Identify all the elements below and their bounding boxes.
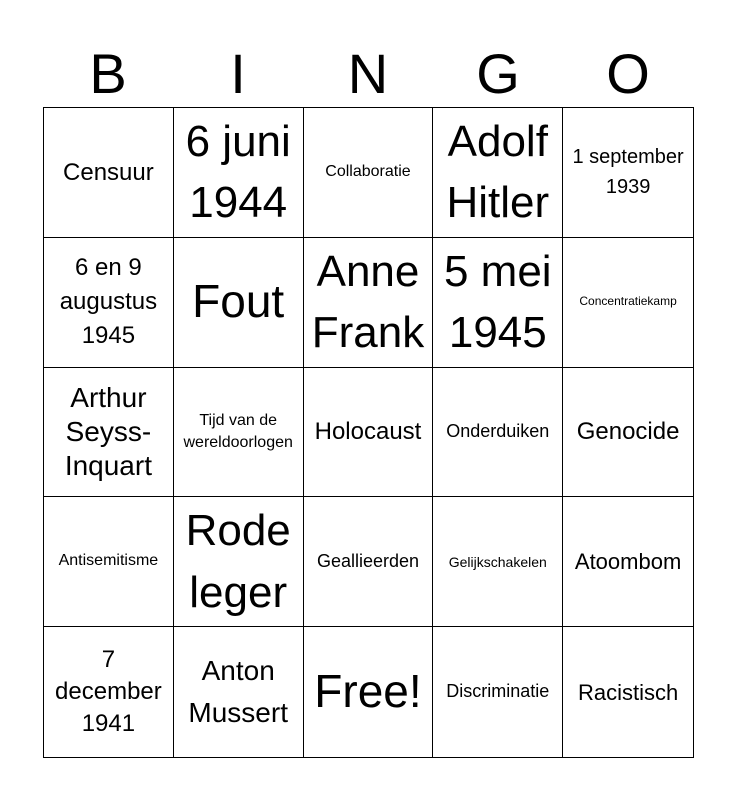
cell-label: Anne Frank <box>311 246 425 358</box>
cell-label: Adolf Hitler <box>446 116 550 228</box>
bingo-cell[interactable] <box>44 108 174 238</box>
bingo-cell[interactable] <box>433 627 563 757</box>
bingo-header <box>43 40 693 108</box>
header-letter-o: O <box>606 42 650 105</box>
cell-label: Gelijkschakelen <box>448 553 547 570</box>
cell-label: Fout <box>192 275 285 328</box>
bingo-cell[interactable] <box>304 497 434 627</box>
cell-label: Concentratiekamp <box>579 294 677 309</box>
header-letter-n: N <box>347 42 389 105</box>
cell-label: Atoombom <box>574 549 682 575</box>
bingo-cell[interactable] <box>44 627 174 757</box>
bingo-cell[interactable] <box>433 108 563 238</box>
cell-label: Antisemitisme <box>58 552 159 570</box>
bingo-board <box>43 107 694 758</box>
bingo-cell[interactable] <box>174 627 304 757</box>
cell-label: Collaboratie <box>325 163 411 180</box>
bingo-cell[interactable] <box>433 497 563 627</box>
cell-label: Onderduiken <box>446 421 550 442</box>
bingo-cell[interactable] <box>433 238 563 368</box>
bingo-cell[interactable] <box>44 497 174 627</box>
cell-label: Genocide <box>576 418 680 446</box>
bingo-cell[interactable] <box>563 238 693 368</box>
header-letter-g: G <box>476 42 520 105</box>
cell-label: Censuur <box>63 158 154 186</box>
cell-label: Geallieerden <box>316 551 420 572</box>
free-space-label: Free! <box>314 665 422 718</box>
bingo-cell[interactable] <box>174 497 304 627</box>
cell-label: 6 juni 1944 <box>185 116 291 228</box>
cell-label: Racistisch <box>577 679 679 705</box>
cell-label: Arthur Seyss-Inquart <box>64 381 152 482</box>
bingo-cell[interactable] <box>563 108 693 238</box>
free-space-cell[interactable] <box>304 627 434 757</box>
bingo-cell[interactable] <box>44 368 174 498</box>
header-letter-b: B <box>89 42 127 105</box>
bingo-cell[interactable] <box>563 627 693 757</box>
bingo-cell[interactable] <box>174 238 304 368</box>
cell-label: Discriminatie <box>446 681 550 702</box>
bingo-cell[interactable] <box>174 368 304 498</box>
cell-label: Holocaust <box>314 418 422 446</box>
bingo-cell[interactable] <box>563 368 693 498</box>
cell-label: 7 december 1941 <box>55 645 162 738</box>
cell-label: Tijd van de wereldoorlogen <box>183 412 293 451</box>
bingo-cell[interactable] <box>44 238 174 368</box>
bingo-cell[interactable] <box>304 108 434 238</box>
cell-label: 1 september 1939 <box>572 146 684 199</box>
bingo-cell[interactable] <box>563 497 693 627</box>
cell-label: 5 mei 1945 <box>443 246 552 358</box>
bingo-cell[interactable] <box>304 368 434 498</box>
cell-label: Rode leger <box>185 506 291 617</box>
bingo-cell[interactable] <box>174 108 304 238</box>
bingo-cell[interactable] <box>433 368 563 498</box>
cell-label: 6 en 9 augustus 1945 <box>59 254 158 350</box>
header-letter-i: I <box>230 42 246 105</box>
bingo-cell[interactable] <box>304 238 434 368</box>
cell-label: Anton Mussert <box>188 655 288 729</box>
